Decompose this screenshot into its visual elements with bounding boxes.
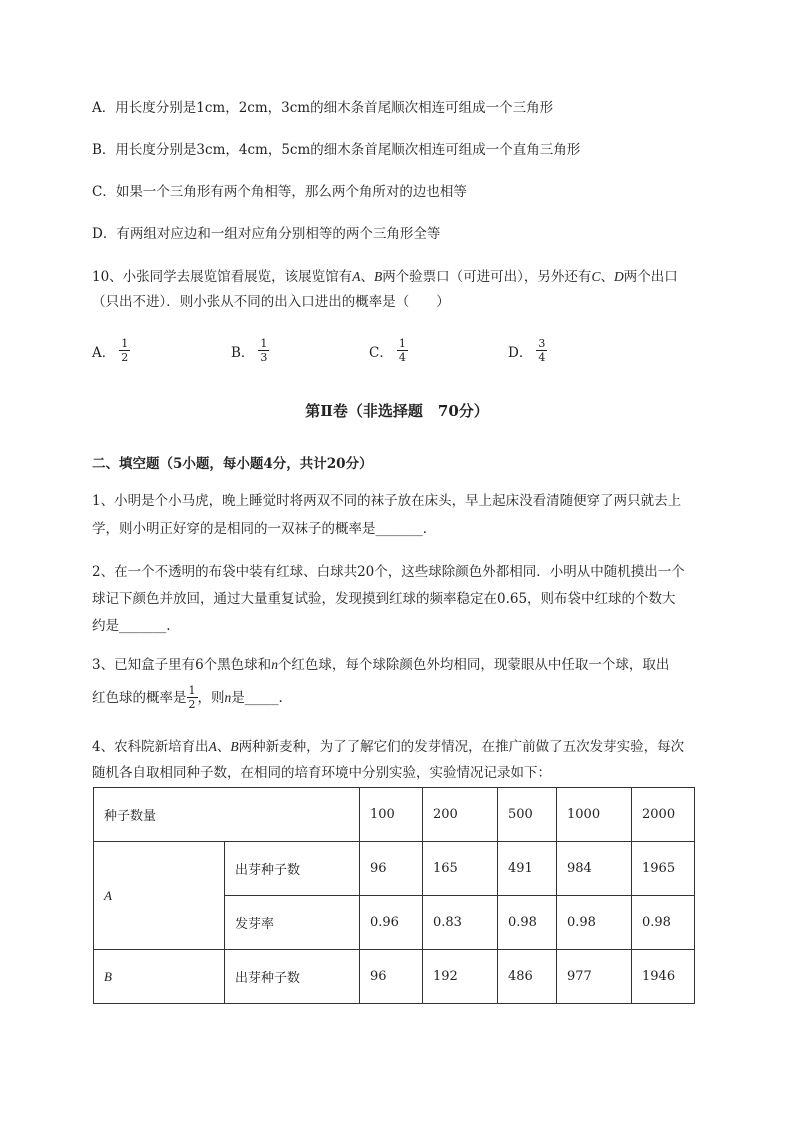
fill3-line2: 红色球的概率是 $\frac{1}{2}$ ，则 n 是_____. — [92, 684, 283, 711]
part2-title: 第Ⅱ卷（非选择题 70分） — [305, 402, 489, 420]
table-cell: 1946 — [632, 950, 695, 1004]
table-row — [94, 950, 695, 1004]
table-row — [94, 788, 695, 842]
fill2-line3: 约是_______. — [92, 618, 171, 634]
table-cell: 0.98 — [632, 896, 695, 950]
table-header-label: 种子数量 — [94, 788, 360, 842]
table-cell: 165 — [423, 842, 498, 896]
q10-line2: （只出不进）．则小张从不同的出入口进出的概率是（ ） — [92, 294, 450, 310]
table-cell: 0.83 — [423, 896, 498, 950]
table-cell: 0.98 — [498, 896, 557, 950]
q10-line1: 10、小张同学去展览馆看展览，该展览馆有A、B两个验票口（可进可出），另外还有C、D两个出口 — [92, 269, 678, 285]
fill3-line1: 3、已知盒子里有6个黑色球和n个红色球，每个球除颜色外均相同，现蒙眼从中任取一个球，取出 — [92, 657, 670, 673]
germination-table — [93, 787, 695, 1004]
fill1-line1: 1、小明是个小马虎，晚上睡觉时将两双不同的袜子放在床头，早上起床没看清随便穿了两只就去上 — [92, 493, 682, 509]
q9-option-d: D．有两组对应边和一组对应角分别相等的两个三角形全等 — [92, 226, 441, 242]
table-group-a: A — [94, 842, 225, 950]
q10-choice-b: B． $\frac{1}{3}$ — [231, 337, 268, 364]
q10-choice-a: A． $\frac{1}{2}$ — [92, 337, 129, 364]
fill4-line1: 4、农科院新培育出A、B两种新麦种，为了了解它们的发芽情况，在推广前做了五次发芽实验，每次 — [92, 739, 685, 755]
fill2-line2: 球记下颜色并放回，通过大量重复试验，发现摸到红球的频率稳定在0.65，则布袋中红球的个数大 — [92, 591, 676, 607]
table-cell: 1965 — [632, 842, 695, 896]
q10-choice-d: D． $\frac{3}{4}$ — [508, 337, 546, 364]
table-cell: 977 — [557, 950, 632, 1004]
table-cell: 1000 — [557, 788, 632, 842]
table-cell: 0.98 — [557, 896, 632, 950]
table-cell: 发芽率 — [225, 896, 360, 950]
table-cell: 0.96 — [360, 896, 423, 950]
table-group-b: B — [94, 950, 225, 1004]
fill2-line1: 2、在一个不透明的布袋中装有红球、白球共20个，这些球除颜色外都相同．小明从中随机摸出一个 — [92, 564, 685, 580]
table-cell: 984 — [557, 842, 632, 896]
q10-choice-c: C． $\frac{1}{4}$ — [369, 337, 406, 364]
table-cell: 491 — [498, 842, 557, 896]
table-cell: 486 — [498, 950, 557, 1004]
q9-option-c: C．如果一个三角形有两个角相等，那么两个角所对的边也相等 — [92, 184, 467, 200]
table-row — [94, 842, 695, 896]
table-cell: 192 — [423, 950, 498, 1004]
table-cell: 500 — [498, 788, 557, 842]
q9-option-b: B．用长度分别是3cm，4cm，5cm的细木条首尾顺次相连可组成一个直角三角形 — [92, 142, 581, 158]
section2-title: 二、填空题（5小题，每小题4分，共计20分） — [92, 456, 373, 472]
table-cell: 出芽种子数 — [225, 950, 360, 1004]
fill4-line2: 随机各自取相同种子数，在相同的培育环境中分别实验，实验情况记录如下： — [92, 765, 551, 781]
table-cell: 96 — [360, 842, 423, 896]
table-cell: 200 — [423, 788, 498, 842]
table-cell: 96 — [360, 950, 423, 1004]
q9-option-a: A．用长度分别是1cm，2cm，3cm的细木条首尾顺次相连可组成一个三角形 — [92, 100, 554, 116]
table-cell: 2000 — [632, 788, 695, 842]
table-cell: 出芽种子数 — [225, 842, 360, 896]
table-cell: 100 — [360, 788, 423, 842]
fill1-line2: 学，则小明正好穿的是相同的一双袜子的概率是_______． — [92, 521, 437, 537]
